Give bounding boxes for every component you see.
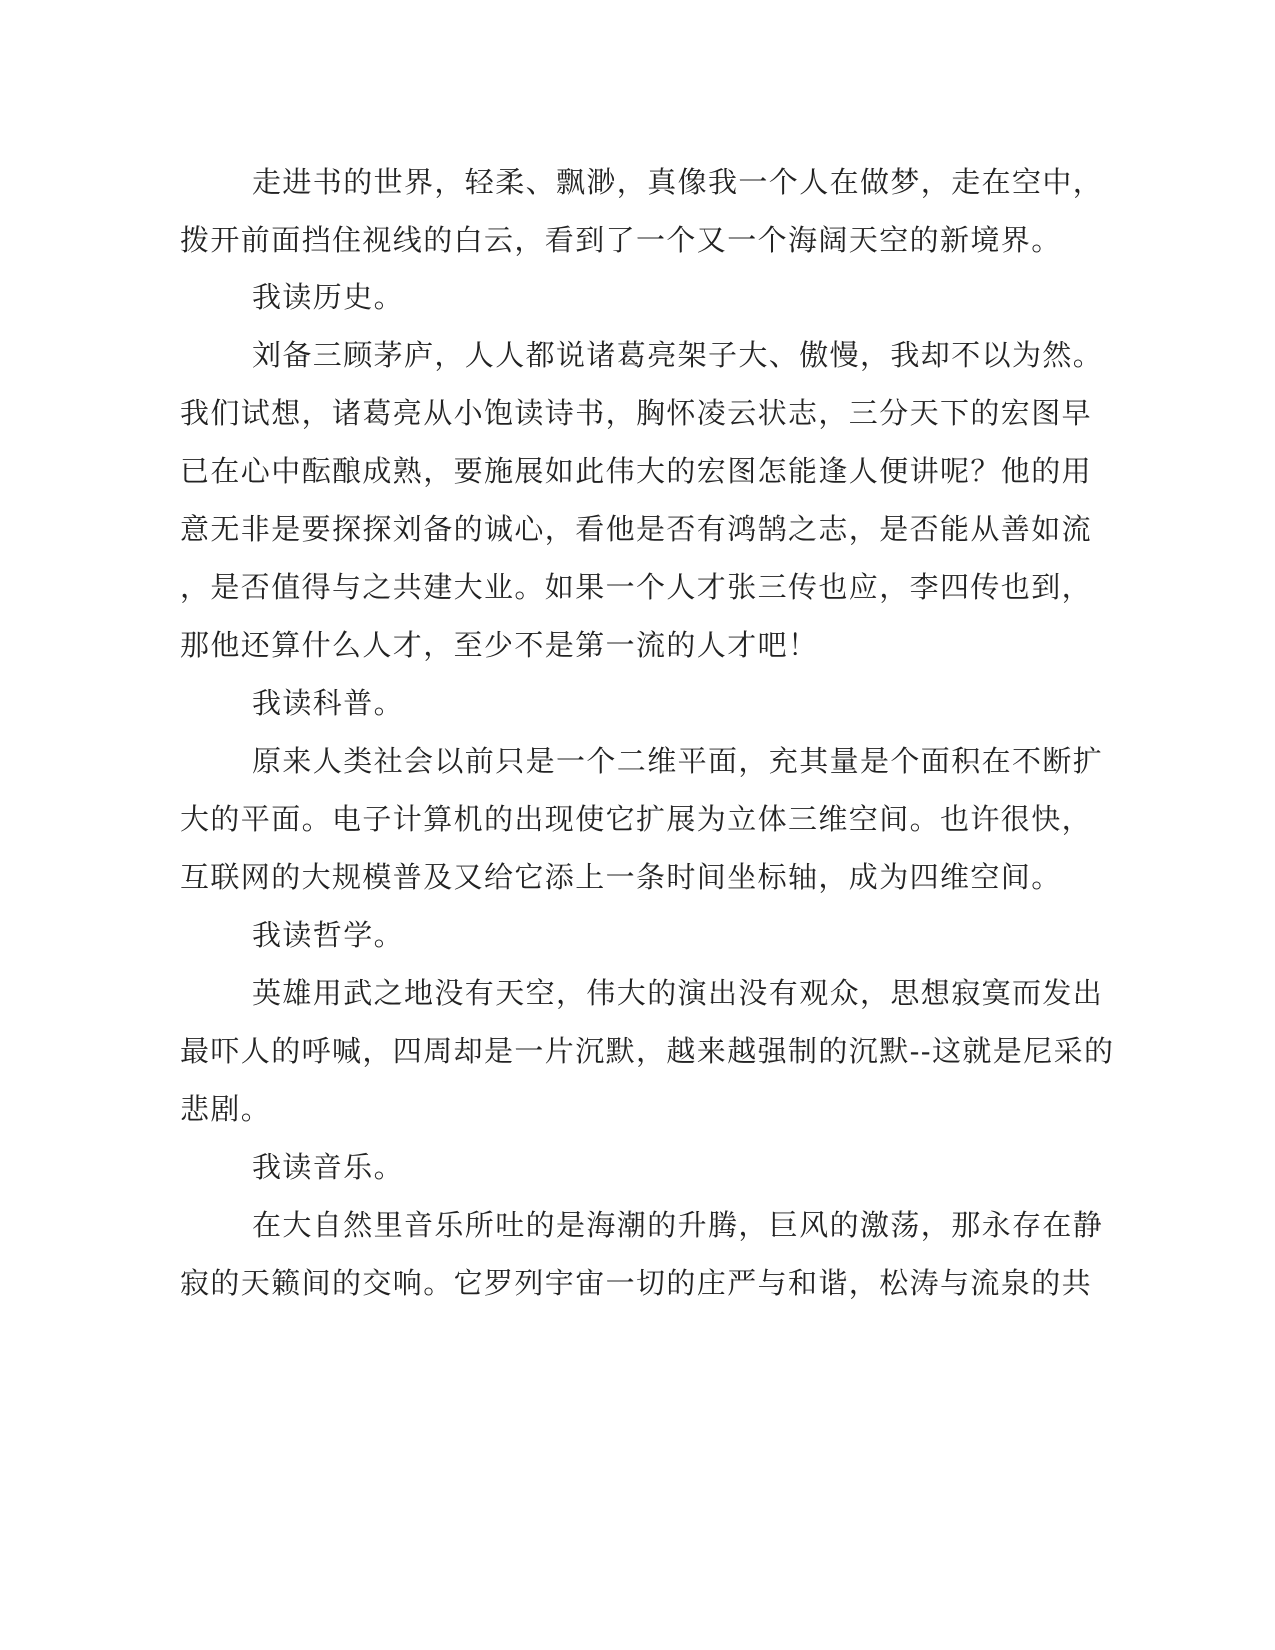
text-line: 意无非是要探探刘备的诚心，看他是否有鸿鹄之志，是否能从善如流 bbox=[180, 512, 1093, 546]
text-line: 已在心中酝酿成熟，要施展如此伟大的宏图怎能逢人便讲呢？他的用 bbox=[180, 454, 1093, 488]
text-line: 英雄用武之地没有天空，伟大的演出没有观众，思想寂寞而发出 bbox=[252, 976, 1104, 1010]
text-line: 刘备三顾茅庐，人人都说诸葛亮架子大、傲慢，我却不以为然。 bbox=[252, 338, 1104, 372]
text-line: 我读音乐。 bbox=[252, 1150, 405, 1184]
text-line: 在大自然里音乐所吐的是海潮的升腾，巨风的激荡，那永存在静 bbox=[252, 1208, 1104, 1242]
text-line: 走进书的世界，轻柔、飘渺，真像我一个人在做梦，走在空中， bbox=[252, 165, 1104, 199]
text-line: 大的平面。电子计算机的出现使它扩展为立体三维空间。也许很快， bbox=[180, 802, 1093, 836]
text-line: 悲剧。 bbox=[180, 1092, 272, 1126]
text-line: 我读历史。 bbox=[252, 280, 405, 314]
text-line: 最吓人的呼喊，四周却是一片沉默，越来越强制的沉默--这就是尼采的 bbox=[180, 1034, 1115, 1068]
text-line: 我们试想，诸葛亮从小饱读诗书，胸怀凌云状志，三分天下的宏图早 bbox=[180, 396, 1093, 430]
text-line: ，是否值得与之共建大业。如果一个人才张三传也应，李四传也到， bbox=[180, 570, 1093, 604]
text-line: 我读哲学。 bbox=[252, 918, 405, 952]
text-line: 互联网的大规模普及又给它添上一条时间坐标轴，成为四维空间。 bbox=[180, 860, 1062, 894]
text-line: 寂的天籁间的交响。它罗列宇宙一切的庄严与和谐，松涛与流泉的共 bbox=[180, 1266, 1093, 1300]
text-line: 那他还算什么人才，至少不是第一流的人才吧！ bbox=[180, 628, 819, 662]
text-line: 拨开前面挡住视线的白云，看到了一个又一个海阔天空的新境界。 bbox=[180, 223, 1062, 257]
text-line: 原来人类社会以前只是一个二维平面，充其量是个面积在不断扩 bbox=[252, 744, 1104, 778]
text-line: 我读科普。 bbox=[252, 686, 405, 720]
